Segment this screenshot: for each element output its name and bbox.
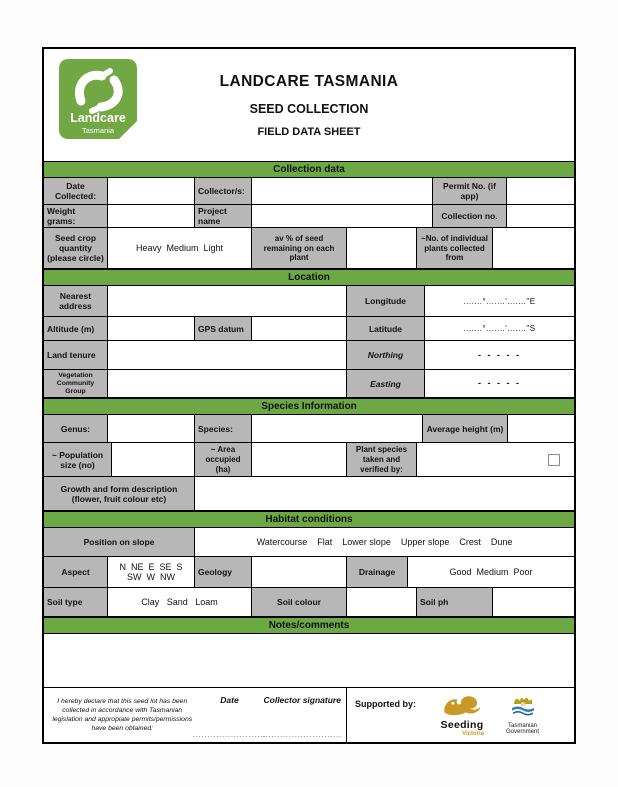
weight-grams-field[interactable] xyxy=(108,205,195,227)
drainage-options[interactable]: Good Medium Poor xyxy=(449,566,533,577)
northing-field[interactable]: - - - - - xyxy=(478,349,521,360)
logo-wordmark: Landcare xyxy=(70,111,126,125)
species-row-3 xyxy=(44,477,574,511)
longitude-label: Longitude xyxy=(347,286,425,316)
seeding-wordmark: Seeding xyxy=(440,718,484,731)
species-row-1 xyxy=(44,415,574,443)
area-occupied-label: ~ Area occupied (ha) xyxy=(195,443,252,476)
collector-label: Collector/s: xyxy=(195,178,252,204)
permit-no-label: Permit No. (if app) xyxy=(433,178,507,204)
growth-form-field[interactable] xyxy=(195,477,574,510)
genus-label: Genus: xyxy=(44,415,108,442)
soil-type-label: Soil type xyxy=(44,588,108,616)
land-tenure-field[interactable] xyxy=(108,341,347,369)
location-row-1 xyxy=(44,286,574,317)
notes-field[interactable] xyxy=(44,634,574,688)
supported-by-cell xyxy=(347,688,574,742)
date-fill-line[interactable]: ......................... xyxy=(192,732,267,740)
section-bar-collection-data: Collection data xyxy=(44,161,574,178)
verified-by-label: Plant species taken and verified by: xyxy=(347,443,417,476)
geology-label: Geology xyxy=(195,557,252,587)
section-bar-habitat: Habitat conditions xyxy=(44,511,574,528)
date-signature-block xyxy=(192,692,267,740)
footer-row xyxy=(44,688,574,742)
vegetation-community-label: Vegetation Community Group xyxy=(44,370,108,397)
collection-row-2 xyxy=(44,205,574,228)
gps-datum-field[interactable] xyxy=(252,317,347,340)
aspect-options-line2: SW W NW xyxy=(127,572,175,583)
population-size-label: ~ Population size (no) xyxy=(44,443,112,476)
collector-field[interactable] xyxy=(252,178,433,204)
supported-by-label: Supported by: xyxy=(355,699,416,710)
easting-label: Easting xyxy=(347,370,425,397)
collection-row-1 xyxy=(44,178,574,205)
gps-datum-label: GPS datum xyxy=(195,317,252,340)
project-name-field[interactable] xyxy=(252,205,433,227)
position-on-slope-label: Position on slope xyxy=(44,528,195,556)
permit-no-field[interactable] xyxy=(507,178,574,204)
area-occupied-field[interactable] xyxy=(252,443,347,476)
coat-of-arms-icon xyxy=(508,695,538,718)
aspect-options-line1: N NE E SE S xyxy=(119,561,183,572)
form-header xyxy=(44,49,574,161)
species-row-2 xyxy=(44,443,574,477)
soil-colour-field[interactable] xyxy=(347,588,417,616)
habitat-row-2 xyxy=(44,557,574,588)
form-titles xyxy=(44,73,574,138)
seeding-victoria-logo xyxy=(440,694,484,738)
nearest-address-label: Nearest address xyxy=(44,286,108,316)
seed-crop-quantity-label: Seed crop quantity (please circle) xyxy=(44,228,108,268)
field-data-sheet xyxy=(42,47,576,744)
form-subtitle-1: SEED COLLECTION xyxy=(249,102,369,116)
collector-signature-block xyxy=(262,692,342,739)
nearest-address-field[interactable] xyxy=(108,286,347,316)
soil-ph-field[interactable] xyxy=(493,588,574,616)
drainage-label: Drainage xyxy=(347,557,408,587)
location-row-4 xyxy=(44,370,574,398)
collection-row-3 xyxy=(44,228,574,269)
section-bar-location: Location xyxy=(44,269,574,286)
weight-grams-label: Weight grams: xyxy=(44,205,108,227)
bird-icon xyxy=(440,694,484,716)
date-collected-field[interactable] xyxy=(108,178,195,204)
collection-no-label: Collection no. xyxy=(433,205,507,227)
geology-field[interactable] xyxy=(252,557,347,587)
land-tenure-label: Land tenure xyxy=(44,341,108,369)
form-subtitle-2: FIELD DATA SHEET xyxy=(257,126,361,138)
soil-colour-label: Soil colour xyxy=(252,588,347,616)
longitude-field[interactable]: .......°.......'......."E xyxy=(463,296,536,306)
altitude-field[interactable] xyxy=(108,317,195,340)
avg-height-field[interactable] xyxy=(508,415,574,442)
location-row-3 xyxy=(44,341,574,370)
aspect-options[interactable] xyxy=(108,557,195,587)
latitude-label: Latitude xyxy=(347,317,425,340)
habitat-row-3 xyxy=(44,588,574,617)
av-seed-remaining-field[interactable] xyxy=(347,228,417,268)
vegetation-community-field[interactable] xyxy=(108,370,347,397)
soil-ph-label: Soil ph xyxy=(417,588,493,616)
easting-field[interactable]: - - - - - xyxy=(478,378,521,389)
location-row-2 xyxy=(44,317,574,341)
northing-label: Northing xyxy=(347,341,425,369)
date-label: Date xyxy=(220,695,239,706)
section-bar-species: Species Information xyxy=(44,398,574,415)
form-title: LANDCARE TASMANIA xyxy=(219,73,399,90)
habitat-row-1 xyxy=(44,528,574,557)
collector-signature-label: Collector signature xyxy=(263,695,341,706)
growth-form-label: Growth and form description (flower, fruit colour etc) xyxy=(44,477,195,510)
signature-fill-line[interactable]: ........................... xyxy=(262,732,342,740)
victoria-wordmark: Victoria xyxy=(462,731,484,738)
logo-region: Tasmania xyxy=(81,126,115,135)
aspect-label: Aspect xyxy=(44,557,108,587)
avg-height-label: Average height (m) xyxy=(423,415,508,442)
verified-checkbox[interactable] xyxy=(548,454,560,466)
position-on-slope-options[interactable]: Watercourse Flat Lower slope Upper slope Crest Dune xyxy=(256,536,513,547)
individual-plants-field[interactable] xyxy=(493,228,574,268)
tasgov-wordmark-line1: Tasmanian xyxy=(508,722,538,729)
seed-crop-options[interactable]: Heavy Medium Light xyxy=(108,228,252,268)
altitude-label: Altitude (m) xyxy=(44,317,108,340)
collection-no-field[interactable] xyxy=(507,205,574,227)
declaration-cell xyxy=(44,688,347,742)
declaration-text: I hereby declare that this seed lot has been collected in accordance with Tasmanian legislation and appropiate permits/permissions have been obtained: xyxy=(52,698,193,732)
tasmanian-government-logo xyxy=(506,695,539,736)
section-bar-notes: Notes/comments xyxy=(44,617,574,634)
species-label: Species: xyxy=(195,415,252,442)
population-size-field[interactable] xyxy=(112,443,195,476)
genus-field[interactable] xyxy=(108,415,195,442)
individual-plants-label: ~No. of individual plants collected from xyxy=(417,228,493,268)
project-name-label: Project name xyxy=(195,205,252,227)
soil-type-options[interactable]: Clay Sand Loam xyxy=(108,588,252,616)
latitude-field[interactable]: .......°.......'......."S xyxy=(463,324,536,334)
av-seed-remaining-label: av % of seed remaining on each plant xyxy=(252,228,347,268)
tasgov-wordmark-line2: Government xyxy=(506,729,540,736)
verified-by-field[interactable] xyxy=(417,443,574,476)
date-collected-label: Date Collected: xyxy=(44,178,108,204)
species-field[interactable] xyxy=(252,415,423,442)
